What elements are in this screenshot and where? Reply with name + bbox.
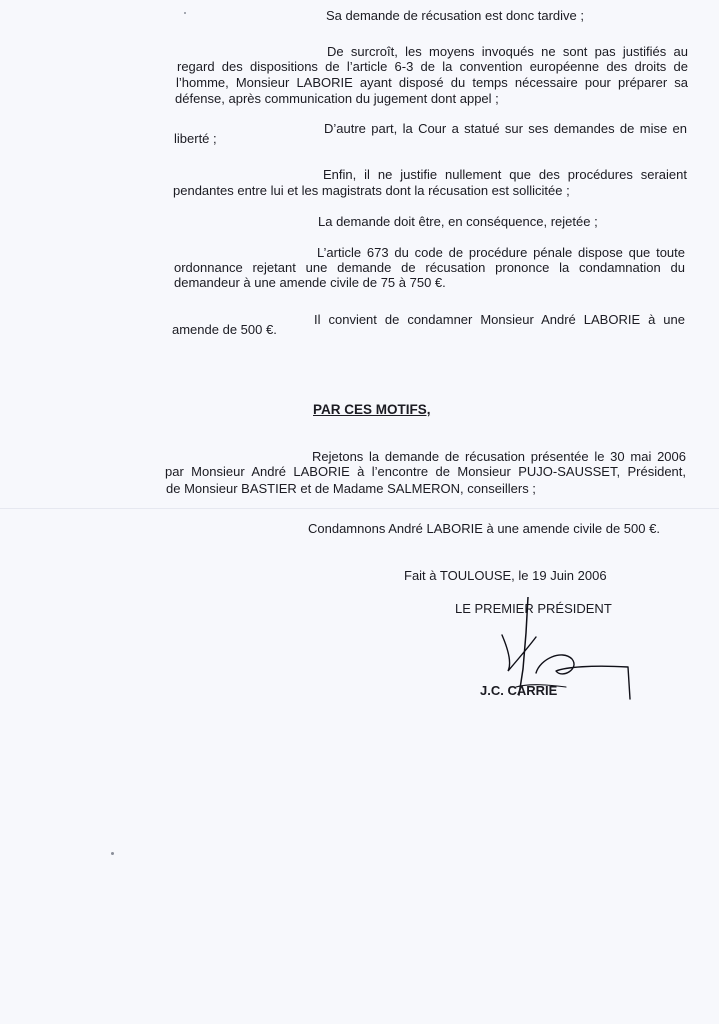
paragraph-4-line-1: Enfin, il ne justifie nullement que des procédures seraient [323, 167, 687, 182]
paragraph-3-line-2: liberté ; [174, 131, 217, 146]
paragraph-2-line-2: regard des dispositions de l’article 6-3 de la convention européenne des droits de [177, 59, 688, 74]
paragraph-2-line-4: défense, après communication du jugement dont appel ; [175, 91, 499, 106]
decision-1-line-1: Rejetons la demande de récusation présentée le 30 mai 2006 [312, 449, 686, 464]
signatory-name: J.C. CARRIE [480, 683, 558, 698]
section-heading: PAR CES MOTIFS, [313, 402, 431, 417]
paragraph-6-line-3: demandeur à une amende civile de 75 à 750 €. [174, 275, 446, 290]
paragraph-2-line-1: De surcroît, les moyens invoqués ne sont pas justifiés au [327, 44, 688, 59]
signatory-title: LE PREMIER PRÉSIDENT [455, 601, 612, 616]
place-and-date: Fait à TOULOUSE, le 19 Juin 2006 [404, 568, 607, 583]
paragraph-5-line-1: La demande doit être, en conséquence, rejetée ; [318, 214, 598, 229]
paragraph-7-line-1: Il convient de condamner Monsieur André LABORIE à une [314, 312, 685, 327]
paragraph-2-line-3: l’homme, Monsieur LABORIE ayant disposé du temps nécessaire pour préparer sa [176, 75, 688, 90]
paragraph-7-line-2: amende de 500 €. [172, 322, 277, 337]
paper-speck [111, 852, 114, 855]
paragraph-6-line-2: ordonnance rejetant une demande de récusation prononce la condamnation du [174, 260, 685, 275]
decision-2-line-1: Condamnons André LABORIE à une amende civile de 500 €. [308, 521, 660, 536]
paper-fold-line [0, 508, 719, 509]
paragraph-4-line-2: pendantes entre lui et les magistrats dont la récusation est sollicitée ; [173, 183, 570, 198]
decision-1-line-3: de Monsieur BASTIER et de Madame SALMERON, conseillers ; [166, 481, 536, 496]
paragraph-6-line-1: L’article 673 du code de procédure pénale dispose que toute [317, 245, 685, 260]
paragraph-1-line-1: Sa demande de récusation est donc tardive ; [326, 8, 584, 23]
decision-1-line-2: par Monsieur André LABORIE à l’encontre de Monsieur PUJO-SAUSSET, Président, [165, 464, 686, 479]
paper-speck [184, 12, 186, 14]
paragraph-3-line-1: D’autre part, la Cour a statué sur ses demandes de mise en [324, 121, 687, 136]
